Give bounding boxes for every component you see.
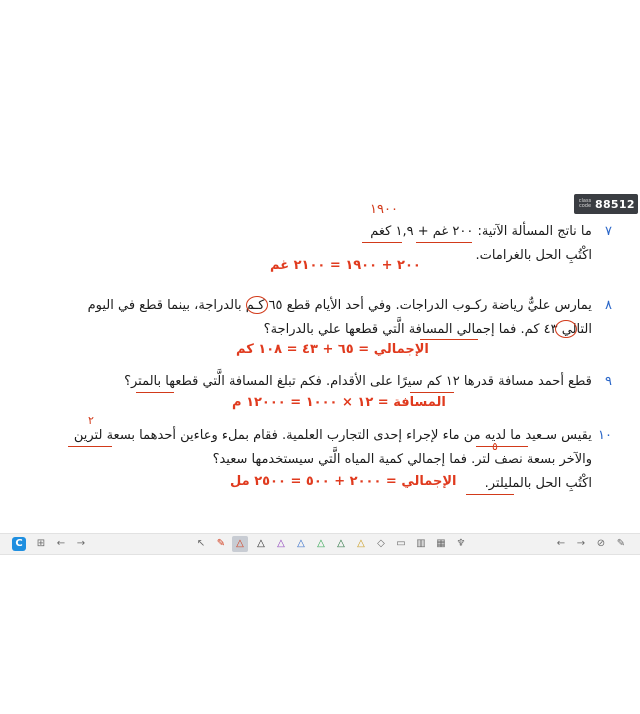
forward-arrow-icon[interactable]: → [76, 538, 86, 549]
underline [420, 339, 478, 340]
pen-green-icon[interactable]: △ [317, 538, 325, 549]
grid-icon[interactable]: ⊞ [36, 538, 46, 549]
answer-8: الإجمالي = ٦٥ + ٤٣ = ١٠٨ كم [236, 342, 429, 357]
handwritten-mark-2: ٢ [88, 414, 94, 427]
class-label-top: class [578, 198, 592, 204]
pen-blue-icon[interactable]: △ [297, 538, 305, 549]
question-text: التالي ٤٣ كم. فما إجمالي المسافة الَّتي قطعها علي بالدراجة؟ [263, 322, 592, 337]
question-number: ٧ [605, 224, 612, 239]
pen-gold-icon[interactable]: △ [357, 538, 365, 549]
question-10-line-2 [74, 448, 592, 472]
answer-10: الإجمالي = ٢٠٠٠ + ٥٠٠ = ٢٥٠٠ مل [230, 474, 457, 489]
laser-pointer-icon[interactable]: ✎ [216, 538, 226, 549]
handwritten-note-1900: ١٩٠٠ [370, 202, 398, 217]
question-number: ٩ [605, 374, 612, 389]
answer-9: المسافة = ١٢ × ١٠٠٠ = ١٢٠٠٠ م [232, 395, 446, 410]
answer-7: ٢٠٠ + ١٩٠٠ = ٢١٠٠ غم [270, 258, 421, 273]
question-text: والآخر بسعة نصف لتر. فما إجمالي كمية المياه الَّتي سيستخدمها سعيد؟ [212, 452, 592, 467]
underline [416, 242, 472, 243]
insert-icon[interactable]: ▭ [396, 538, 406, 549]
back-arrow-icon[interactable]: ← [56, 538, 66, 549]
pen-purple-icon[interactable]: △ [277, 538, 285, 549]
gallery-icon[interactable]: ▦ [436, 538, 446, 549]
question-8-line-1 [88, 294, 612, 318]
underline [68, 446, 112, 447]
underline [466, 494, 514, 495]
spotlight-icon[interactable]: ♆ [456, 538, 466, 549]
circle-mark [246, 296, 268, 314]
class-code-value: 88512 [595, 197, 635, 211]
chart-icon[interactable]: ▥ [416, 538, 426, 549]
question-text: يمارس عليٌّ رياضة ركـوب الدراجات. وفي أحد الأيام قطع ٦٥ كـم بالدراجة، بينما قطع في اليوم [87, 298, 592, 313]
circle-mark [555, 320, 577, 338]
annotation-toolbar [0, 533, 640, 555]
pen-black-icon[interactable]: △ [257, 538, 265, 549]
underline [476, 446, 528, 447]
question-text: ما ناتج المسألة الآتية: ٢٠٠ غم + ١,٩ كغم [370, 224, 592, 239]
class-label-bottom: code [578, 203, 592, 209]
question-8-line-2 [88, 318, 592, 342]
pen-darkgreen-icon[interactable]: △ [337, 538, 345, 549]
back-arrow-icon[interactable]: ← [556, 538, 566, 549]
question-number: ١٠ [598, 428, 612, 443]
question-9 [124, 370, 612, 394]
underline [410, 392, 454, 393]
class-code-label [578, 199, 592, 209]
pen-red-icon[interactable]: △ [232, 536, 248, 552]
draw-pen-icon[interactable]: ✎ [616, 538, 626, 549]
class-code-badge [574, 194, 638, 214]
forward-arrow-icon[interactable]: → [576, 538, 586, 549]
question-9-line-1 [124, 370, 612, 394]
select-cursor-icon[interactable]: ↖ [196, 538, 206, 549]
question-7-line-1 [370, 220, 612, 244]
question-text: يقيس سـعيد ما لديه من ماء لإجراء إحدى التجارب العلمية. فقام بملء وعاءين أحدهما بسعة لترين [73, 428, 592, 443]
question-10-line-1 [74, 424, 612, 448]
question-number: ٨ [605, 298, 612, 313]
underline [136, 392, 174, 393]
question-text: قطع أحمد مسافة قدرها ١٢ كم سيرًا على الأقدام. فكم تبلغ المسافة الَّتي قطعها بالمتر؟ [124, 374, 592, 389]
question-text: اكْتُبِ الحل بالمليلتر. [484, 476, 592, 491]
hide-eye-icon[interactable]: ⊘ [596, 538, 606, 549]
eraser-icon[interactable]: ◇ [377, 538, 385, 549]
app-logo-icon[interactable]: C [12, 537, 26, 551]
question-8 [88, 294, 612, 342]
underline [362, 242, 402, 243]
question-text: اكْتُبِ الحل بالغرامات. [475, 248, 592, 263]
